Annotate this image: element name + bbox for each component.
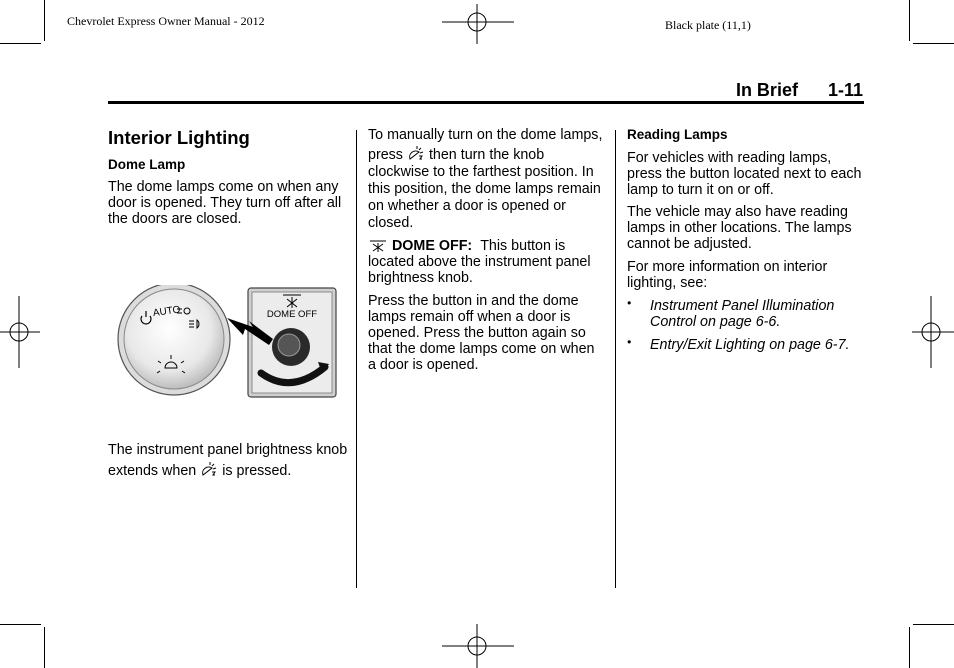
plate-label: Black plate (11,1) bbox=[665, 18, 751, 32]
subheading-dome-lamp: Dome Lamp bbox=[108, 157, 186, 172]
dome-lamp-icon bbox=[200, 460, 218, 478]
column-divider bbox=[356, 130, 357, 588]
dome-lamp-icon bbox=[407, 144, 425, 162]
crop-mark-icon bbox=[0, 43, 41, 44]
column-1 bbox=[108, 127, 348, 227]
other-reading-lamps-paragraph: The vehicle may also have reading lamps in other locations. The lamps cannot be adjusted. bbox=[627, 204, 852, 252]
list-item[interactable] bbox=[627, 337, 863, 353]
dome-off-label: DOME OFF: bbox=[391, 238, 473, 254]
page-number: 1-11 bbox=[827, 80, 863, 100]
crop-mark-icon bbox=[44, 0, 45, 41]
bullet-icon: • bbox=[627, 296, 632, 310]
header-rule bbox=[108, 101, 864, 104]
manual-dome-paragraph bbox=[368, 127, 606, 232]
dome-lamp-paragraph: The dome lamps come on when any door is opened. They turn off after all the doors are closed. bbox=[108, 179, 342, 227]
dome-off-text: This button is located above the instrument panel brightness knob. bbox=[368, 238, 591, 286]
crop-mark-icon bbox=[909, 0, 910, 41]
headlamp-icon bbox=[189, 320, 199, 328]
list-item[interactable] bbox=[627, 298, 863, 330]
caption-text-pre: The instrument panel brightness knob extends when bbox=[108, 442, 348, 479]
manual-dome-text-pre: To manually turn on the dome lamps, press bbox=[368, 127, 603, 163]
crop-mark-icon bbox=[44, 627, 45, 668]
column-2 bbox=[368, 127, 606, 373]
manual-dome-text-post: then turn the knob clockwise to the farthest position. In this position, the dome lamps remain on whether a door is opened or closed. bbox=[368, 147, 601, 231]
crop-mark-icon bbox=[909, 627, 910, 668]
knob-auto-label: AUTO bbox=[152, 304, 182, 320]
dome-off-icon bbox=[368, 239, 388, 253]
registration-mark-icon bbox=[442, 624, 514, 668]
column-divider bbox=[615, 130, 616, 588]
registration-mark-icon bbox=[0, 296, 40, 368]
section-name: In Brief bbox=[735, 80, 798, 100]
instrument-panel-figure bbox=[115, 285, 340, 400]
subheading-reading-lamps: Reading Lamps bbox=[627, 127, 728, 142]
section-heading bbox=[736, 80, 863, 101]
more-info-paragraph: For more information on interior lighting, see: bbox=[627, 259, 828, 291]
registration-mark-icon bbox=[442, 4, 514, 44]
figure-caption bbox=[108, 440, 348, 481]
crop-mark-icon bbox=[913, 624, 954, 625]
link-instrument-panel-illumination[interactable]: Instrument Panel Illumination Control on page 6-6. bbox=[650, 298, 835, 330]
link-entry-exit-lighting[interactable]: Entry/Exit Lighting on page 6-7. bbox=[650, 337, 850, 353]
registration-mark-icon bbox=[912, 296, 954, 368]
reading-lamps-paragraph: For vehicles with reading lamps, press the button located next to each lamp to turn it on or off. bbox=[627, 150, 862, 198]
figure-dome-off-label: DOME OFF bbox=[266, 309, 318, 320]
dome-off-paragraph bbox=[368, 238, 606, 286]
column-3 bbox=[627, 127, 863, 353]
caption-text-post: is pressed. bbox=[222, 463, 292, 479]
manual-title: Chevrolet Express Owner Manual - 2012 bbox=[67, 14, 265, 28]
dome-off-press-paragraph: Press the button in and the dome lamps remain off when a door is opened. Press the button again so that the dome lamps come on when a door is opened. bbox=[368, 293, 595, 373]
crop-mark-icon bbox=[913, 43, 954, 44]
bullet-icon: • bbox=[627, 335, 632, 349]
page-title: Interior Lighting bbox=[108, 127, 250, 148]
crop-mark-icon bbox=[0, 624, 41, 625]
